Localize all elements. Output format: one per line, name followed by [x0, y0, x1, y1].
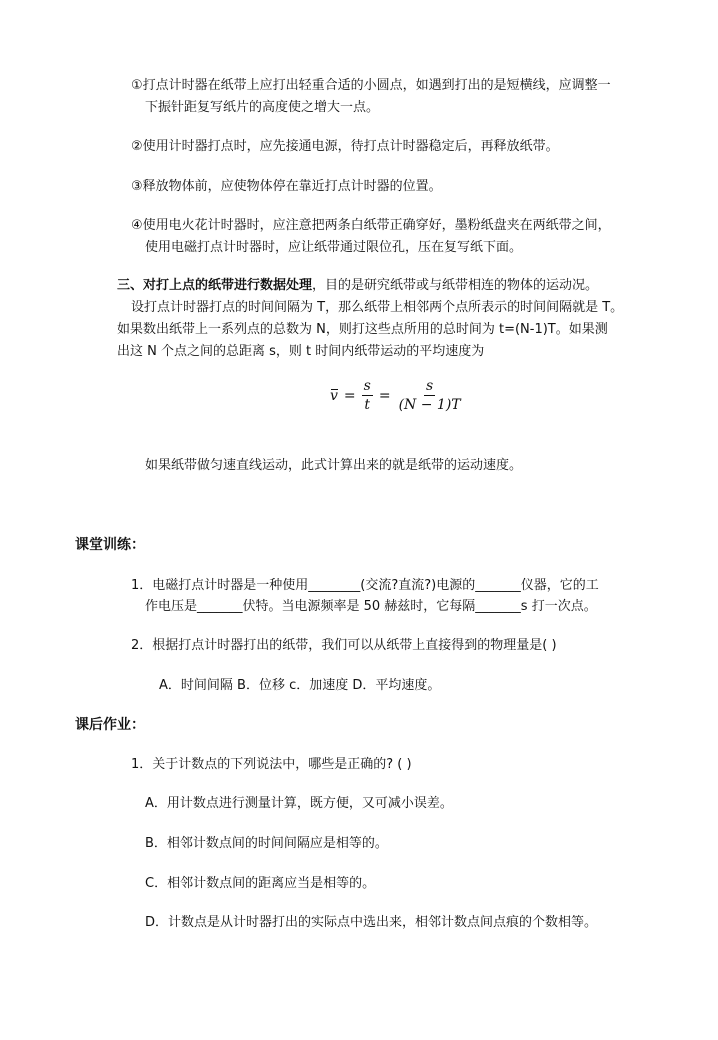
formula-fraction-s-over-t: [362, 378, 373, 413]
formula-f1-denominator: t: [364, 397, 371, 413]
homework-option-c: C．相邻计数点间的距离应当是相等的。: [145, 876, 376, 891]
classroom-q2-options: A．时间间隔 B．位移 c．加速度 D．平均速度。: [159, 678, 441, 693]
section-3-heading-rest: ，目的是研究纸带或与纸带相连的物体的运动况。: [312, 278, 599, 293]
formula-v-bar: v: [330, 387, 338, 404]
section-3-line-4: 出这 N 个点之间的总距离 s，则 t 时间内纸带运动的平均速度为: [117, 344, 485, 359]
classroom-q1-line-1: 1．电磁打点计时器是一种使用________(交流?直流?)电源的_______仪器，它的工: [131, 578, 599, 593]
note-1-line-2: 下振针距复写纸片的高度使之增大一点。: [145, 100, 380, 115]
homework-q1: 1．关于计数点的下列说法中，哪些是正确的? ( ): [131, 757, 412, 772]
homework-option-a: A．用计数点进行测量计算，既方便，又可减小误差。: [145, 796, 453, 811]
formula-equals-1: =: [343, 387, 356, 404]
formula-f2-denominator: (N − 1)T: [398, 397, 461, 413]
classroom-q2: 2．根据打点计时器打出的纸带，我们可以从纸带上直接得到的物理量是( ): [131, 638, 557, 653]
note-4-line-2: 使用电磁打点计时器时，应让纸带通过限位孔，压在复写纸下面。: [145, 240, 523, 255]
section-3-conclusion: 如果纸带做匀速直线运动，此式计算出来的就是纸带的运动速度。: [145, 458, 523, 473]
homework-option-b: B．相邻计数点间的时间间隔应是相等的。: [145, 836, 388, 851]
section-3-line-1: [117, 277, 598, 295]
section-3-line-3: 如果数出纸带上一系列点的总数为 N，则打这些点所用的总时间为 t=(N-1)T。如果测: [117, 322, 608, 337]
classroom-q1-line-2: 作电压是_______伏特。当电源频率是 50 赫兹时，它每隔_______s 打一次点。: [145, 599, 597, 614]
formula-fraction-s-over-nt: [397, 378, 463, 413]
homework-option-d: D．计数点是从计时器打出的实际点中选出来，相邻计数点间点痕的个数相等。: [145, 915, 598, 930]
homework-heading: 课后作业：: [75, 717, 145, 733]
note-1-line-1: ①打点计时器在纸带上应打出轻重合适的小圆点，如遇到打出的是短横线，应调整一: [131, 78, 611, 93]
section-3-line-2: 设打点计时器打点的时间间隔为 T，那么纸带上相邻两个点所表示的时间间隔就是 T。: [131, 300, 624, 315]
note-4-line-1: ④使用电火花计时器时，应注意把两条白纸带正确穿好，墨粉纸盘夹在两纸带之间，: [131, 218, 611, 233]
formula-f2-numerator: s: [426, 378, 434, 394]
note-2: ②使用计时器打点时，应先接通电源，待打点计时器稳定后，再释放纸带。: [131, 139, 559, 154]
classroom-heading: 课堂训练：: [75, 537, 145, 553]
average-velocity-formula: [330, 378, 463, 413]
note-3: ③释放物体前，应使物体停在靠近打点计时器的位置。: [131, 179, 442, 194]
formula-f1-numerator: s: [363, 378, 371, 394]
formula-equals-2: =: [378, 387, 391, 404]
section-3-heading: 三、对打上点的纸带进行数据处理: [117, 278, 313, 293]
